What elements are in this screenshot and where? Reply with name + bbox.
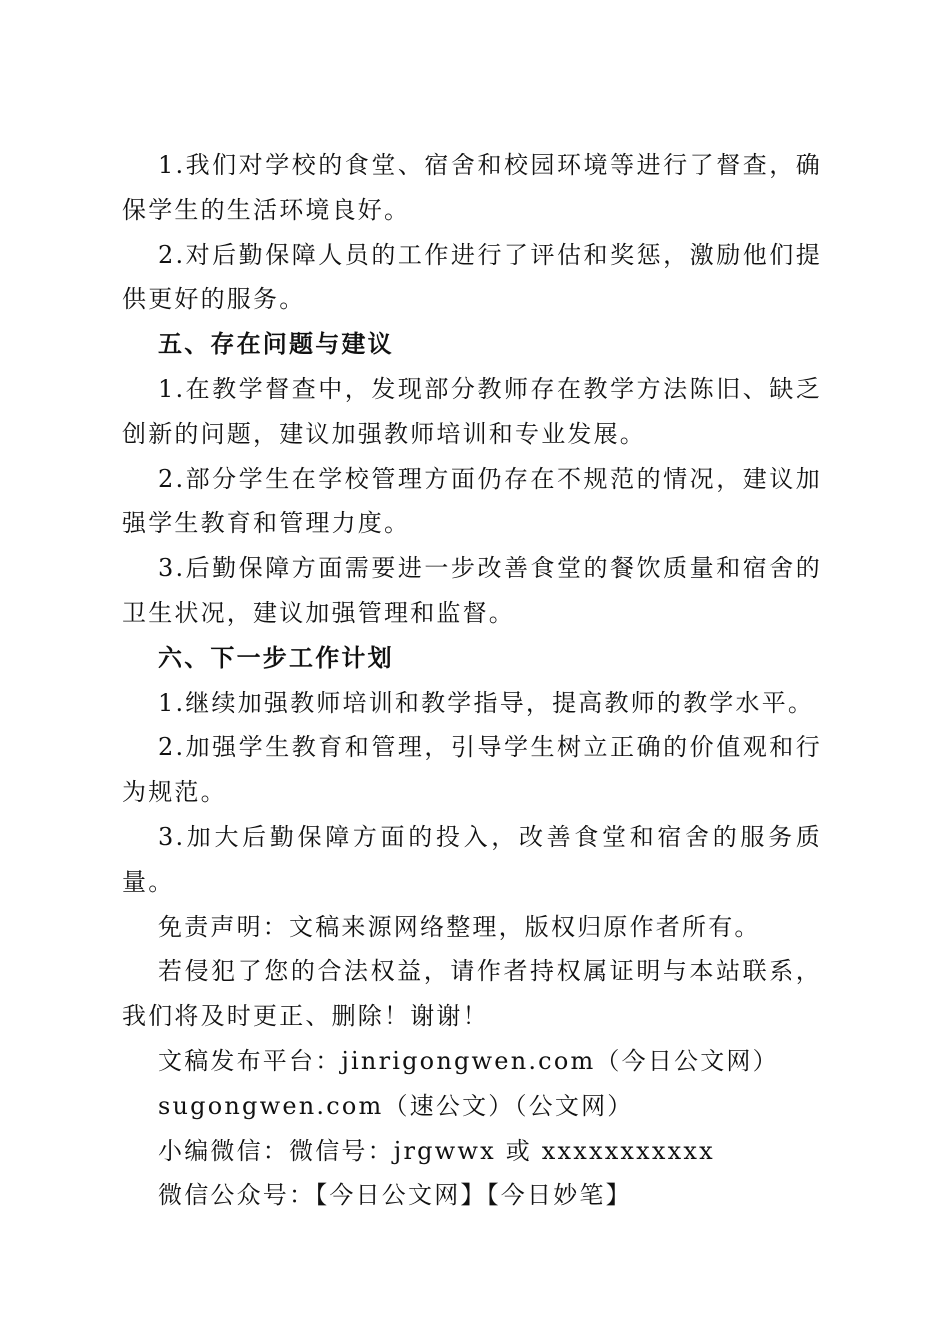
- section-heading-next-plan: 六、下一步工作计划: [158, 643, 394, 672]
- footer-disclaimer: 免责声明：文稿来源网络整理，版权归原作者所有。: [158, 912, 761, 941]
- paragraph-plan-student-education: 2.加强学生教育和管理，引导学生树立正确的价值观和行为规范。: [122, 733, 822, 807]
- paragraph-plan-teacher-training: 1.继续加强教师培训和教学指导，提高教师的教学水平。: [158, 688, 815, 717]
- footer-site: sugongwen.com（速公文）（公文网）: [158, 1091, 634, 1120]
- paragraph-canteen-inspection: 1.我们对学校的食堂、宿舍和校园环境等进行了督查，确保学生的生活环境良好。: [122, 151, 822, 224]
- paragraph-logistics-problem: 3.后勤保障方面需要进一步改善食堂的餐饮质量和宿舍的卫生状况，建议加强管理和监督。: [122, 554, 822, 627]
- footer-infringement-notice: 若侵犯了您的合法权益，请作者持权属证明与本站联系，我们将及时更正、删除！谢谢！: [122, 957, 822, 1031]
- footer-wechat: 小编微信：微信号：jrgwwx 或 xxxxxxxxxxx: [158, 1136, 715, 1165]
- paragraph-teaching-problem: 1.在教学督查中，发现部分教师存在教学方法陈旧、缺乏创新的问题，建议加强教师培训和专业发展。: [122, 374, 822, 448]
- paragraph-logistics-evaluation: 2.对后勤保障人员的工作进行了评估和奖惩，激励他们提供更好的服务。: [122, 240, 822, 314]
- document-body: [122, 143, 822, 1218]
- paragraph-plan-logistics: 3.加大后勤保障方面的投入，改善食堂和宿舍的服务质量。: [122, 822, 822, 896]
- footer-platform: 文稿发布平台：jinrigongwen.com（今日公文网）: [158, 1046, 779, 1075]
- section-heading-problems: 五、存在问题与建议: [158, 330, 394, 359]
- footer-official-account: 微信公众号：【今日公文网】【今日妙笔】: [158, 1181, 632, 1210]
- paragraph-student-management: 2.部分学生在学校管理方面仍存在不规范的情况，建议加强学生教育和管理力度。: [122, 464, 822, 538]
